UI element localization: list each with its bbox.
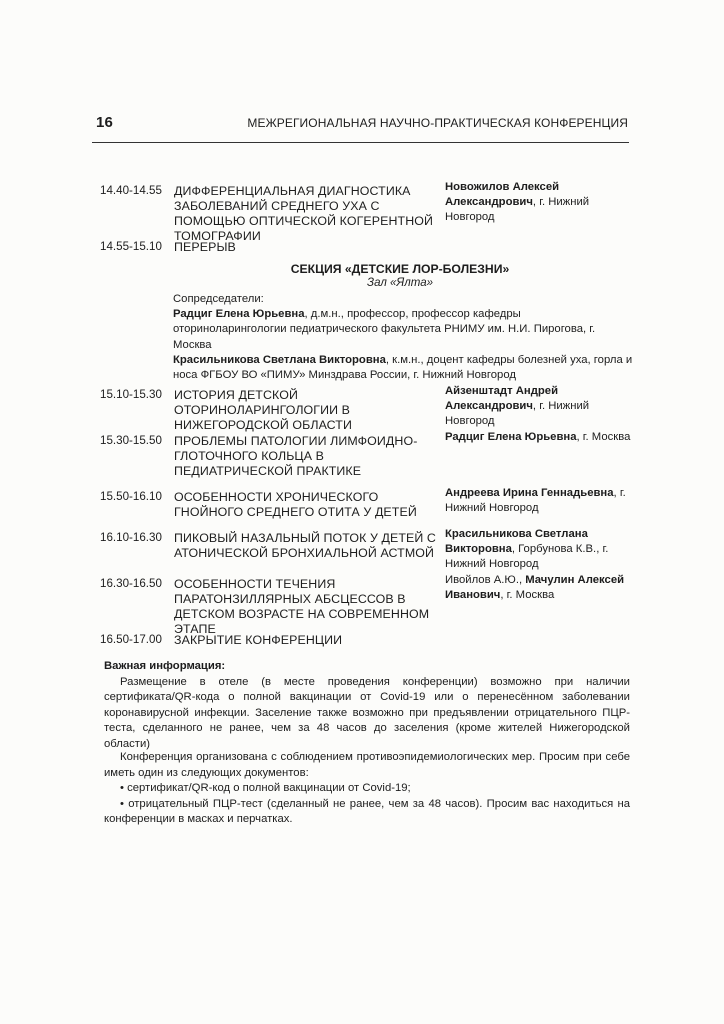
session-speaker xyxy=(445,430,635,445)
speaker-location: , г. Нижний Новгород xyxy=(445,487,626,514)
cochair-entry xyxy=(173,353,633,383)
session-topic: ИСТОРИЯ ДЕТСКОЙ ОТОРИНОЛАРИНГОЛОГИИ В НИЖЕГОРОДСКОЙ ОБЛАСТИ xyxy=(174,388,352,432)
speaker-name: Радциг Елена Юрьевна xyxy=(445,431,577,443)
session-speaker xyxy=(445,573,635,603)
session-time: 16.50-17.00 xyxy=(100,633,162,646)
speaker-location: , г. Нижний Новгород xyxy=(445,196,590,223)
section-title: СЕКЦИЯ «ДЕТСКИЕ ЛОР-БОЛЕЗНИ» xyxy=(290,262,510,276)
page-header xyxy=(96,112,628,142)
session-topic: ПИКОВЫЙ НАЗАЛЬНЫЙ ПОТОК У ДЕТЕЙ С АТОНИЧЕСКОЙ БРОНХИАЛЬНОЙ АСТМОЙ xyxy=(174,531,436,560)
measures-block xyxy=(104,750,630,828)
session-topic: ПЕРЕРЫВ xyxy=(174,240,236,254)
session-time: 16.10-16.30 xyxy=(100,531,162,544)
session-topic: ОСОБЕННОСТИ ТЕЧЕНИЯ ПАРАТОНЗИЛЛЯРНЫХ АБСЦЕССОВ В ДЕТСКОМ ВОЗРАСТЕ НА СОВРЕМЕННОМ ЭТАПЕ xyxy=(174,577,430,636)
session-time: 15.50-16.10 xyxy=(100,490,162,503)
measures-item: • сертификат/QR-код о полной вакцинации от Covid-19; xyxy=(120,782,411,795)
important-info xyxy=(104,659,630,753)
session-topic: ОСОБЕННОСТИ ХРОНИЧЕСКОГО ГНОЙНОГО СРЕДНЕГО ОТИТА У ДЕТЕЙ xyxy=(174,490,417,519)
measures-intro: Конференция организована с соблюдением противоэпидемиологических мер. Просим при себе иметь один из следующих документов: xyxy=(104,751,630,779)
session-topic: ПРОБЛЕМЫ ПАТОЛОГИИ ЛИМФОИДНО-ГЛОТОЧНОГО КОЛЬЦА В ПЕДИАТРИЧЕСКОЙ ПРАКТИКЕ xyxy=(174,434,418,478)
measures-item: • отрицательный ПЦР-тест (сделанный не ранее, чем за 48 часов). Просим вас находиться на конференции в масках и перчатках. xyxy=(104,797,630,826)
section-hall: Зал «Ялта» xyxy=(367,277,433,289)
speaker-name: Мачулин Алексей Иванович xyxy=(445,574,625,601)
speaker-coauthor: Ивойлов А.Ю., xyxy=(445,574,526,586)
session-speaker xyxy=(445,180,635,225)
speaker-name: Новожилов Алексей Александрович xyxy=(445,181,560,208)
cochairs-label: Сопредседатели: xyxy=(173,293,264,305)
session-time: 16.30-16.50 xyxy=(100,577,162,590)
cochair-details: , д.м.н., профессор, профессор кафедры оториноларингологии педиатрического факультета РНИМУ им. Н.И. Пирогова, г. Москва xyxy=(173,308,596,351)
session-time: 15.30-15.50 xyxy=(100,434,162,447)
speaker-name: Айзенштадт Андрей Александрович xyxy=(445,385,559,412)
session-time: 14.55-15.10 xyxy=(100,240,162,253)
speaker-location: , Горбунова К.В., г. Нижний Новгород xyxy=(445,543,609,570)
session-time: 15.10-15.30 xyxy=(100,388,162,401)
session-speaker xyxy=(445,384,635,429)
speaker-name: Красильникова Светлана Викторовна xyxy=(445,528,588,555)
important-info-title: Важная информация: xyxy=(104,660,226,672)
cochair-name: Радциг Елена Юрьевна xyxy=(173,308,305,321)
important-info-text: Размещение в отеле (в месте проведения конференции) возможно при наличии сертификата/QR-кода о полной вакцинации от Covid-19 или о перенесённом заболевании коронавирусной инфекции. Заселение также возможно при предъявлении отрицательного ПЦР-теста, сделанного не ранее, чем за 48 часов до заселения (кроме жителей Нижегородской области) xyxy=(104,675,630,750)
cochair-name: Красильникова Светлана Викторовна xyxy=(173,353,386,366)
speaker-name: Андреева Ирина Геннадьевна xyxy=(445,487,614,499)
cochair-entry xyxy=(173,307,633,353)
session-speaker xyxy=(445,527,635,572)
session-topic: ДИФФЕРЕНЦИАЛЬНАЯ ДИАГНОСТИКА ЗАБОЛЕВАНИЙ СРЕДНЕГО УХА С ПОМОЩЬЮ ОПТИЧЕСКОЙ КОГЕРЕНТНОЙ ТОМОГРАФИИ xyxy=(174,184,433,243)
speaker-location: , г. Москва xyxy=(500,589,555,601)
cochair-details: , к.м.н., доцент кафедры болезней уха, горла и носа ФГБОУ ВО «ПИМУ» Минздрава России, г. Нижний Новгород xyxy=(173,353,633,382)
speaker-location: , г. Москва xyxy=(576,431,631,443)
speaker-location: , г. Нижний Новгород xyxy=(445,400,590,427)
page-number: 16 xyxy=(96,114,114,131)
session-topic: ЗАКРЫТИЕ КОНФЕРЕНЦИИ xyxy=(174,633,343,647)
session-time: 14.40-14.55 xyxy=(100,184,162,197)
running-title: МЕЖРЕГИОНАЛЬНАЯ НАУЧНО-ПРАКТИЧЕСКАЯ КОНФЕРЕНЦИЯ xyxy=(247,116,628,130)
header-rule xyxy=(92,142,629,143)
session-speaker xyxy=(445,486,635,516)
cochairs-block xyxy=(173,292,633,383)
